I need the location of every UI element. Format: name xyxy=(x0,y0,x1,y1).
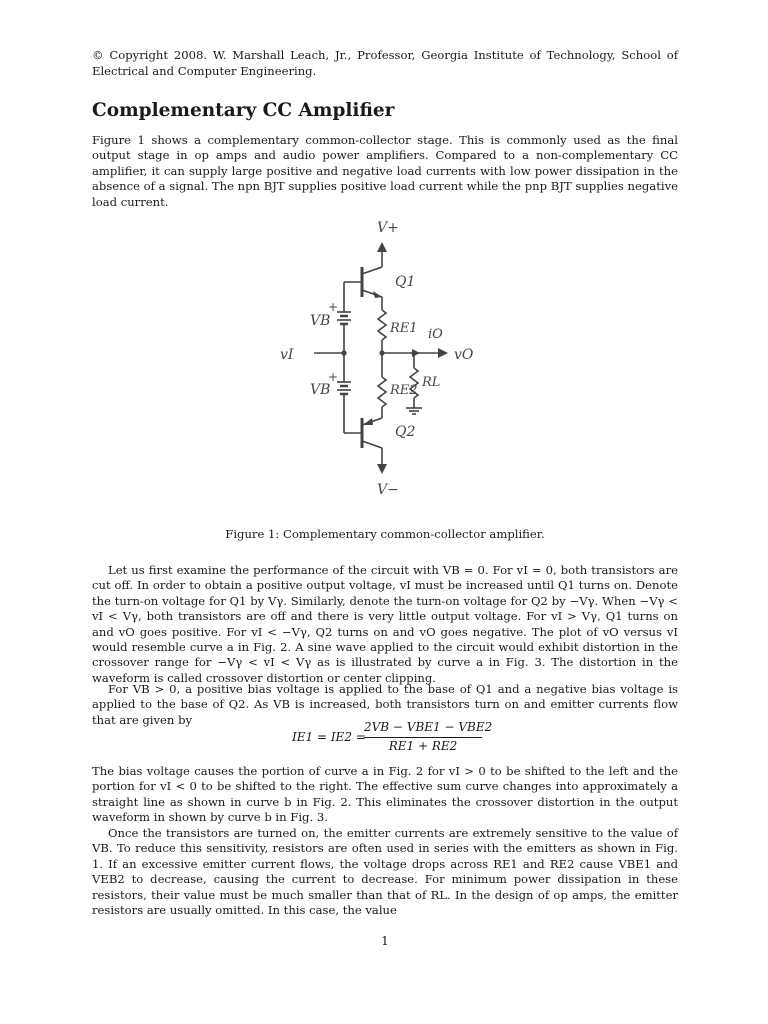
paragraph-bias: For VB > 0, a positive bias voltage is applied to the base of Q1 and a negative bias voltage is applied to the base of Q2. As VB is increased, both transistors turn on and emitter currents flow that are given by xyxy=(92,682,678,727)
paragraph-crossover: Let us first examine the performance of the circuit with VB = 0. For vI = 0, both transistors are cut off. In order to obtain a positive output voltage, vI must be increased until Q1 turns on. Denote the turn-on voltage for Q1 by Vγ. Similarly, denote the turn-on voltage for Q2 by −Vγ. When −Vγ < vI < Vγ, both transistors are off and there is very little output voltage. For vI > Vγ, Q1 turns on and vO goes positive. For vI < −Vγ, Q2 turns on and vO goes negative. The plot of vO versus vI would resemble curve a in Fig. 2. A sine wave applied to the circuit would exhibit distortion in the crossover range for −Vγ < vI < Vγ as is illustrated by curve a in Fig. 3. The distortion in the waveform is called crossover distortion or center clipping. xyxy=(92,563,678,685)
rl-label: RL xyxy=(422,375,441,390)
equation-lhs: IE1 = IE2 = xyxy=(292,730,366,744)
figure-caption: Figure 1: Complementary common-collector amplifier. xyxy=(225,527,545,541)
paragraph-bias-effect: The bias voltage causes the portion of curve a in Fig. 2 for vI > 0 to be shifted to the left and the portion for vI < 0 to be shifted to the right. The effective sum curve changes into approximately a straight line as shown in curve b in Fig. 2. This eliminates the crossover distortion in the output waveform in shown by curve b in Fig. 3. xyxy=(92,764,678,825)
circuit-diagram xyxy=(262,212,562,502)
paragraph-emitter-resistors: Once the transistors are turned on, the emitter currents are extremely sensitive to the value of VB. To reduce this sensitivity, resistors are often used in series with the emitters as shown in Fig. 1. If an excessive emitter current flows, the voltage drops across RE1 and RE2 cause VBE1 and VEB2 to decrease, causing the current to decrease. For minimum power dissipation in these resistors, their value must be much smaller than that of RL. In the design of op amps, the emitter resistors are usually omitted. In this case, the value xyxy=(92,826,678,918)
output-arrow xyxy=(438,348,448,358)
re2-resistor xyxy=(378,377,386,407)
vb-bottom-label: VB xyxy=(310,382,331,398)
vminus-label: V− xyxy=(377,482,399,498)
equation-numerator: 2VB − VBE1 − VBE2 xyxy=(364,720,493,734)
paragraph-intro: Figure 1 shows a complementary common-collector stage. This is commonly used as the final output stage in op amps and audio power amplifiers. Compared to a non-complementary CC amplifier, it can supply large positive and negative load currents with low power dissipation in the absence of a signal. The npn BJT supplies positive load current while the pnp BJT supplies negative load current. xyxy=(92,133,678,209)
re1-label: RE1 xyxy=(390,321,418,336)
io-label: iO xyxy=(428,327,443,342)
plus-bottom-label: + xyxy=(328,370,339,384)
re2-label: RE2 xyxy=(390,383,418,398)
vo-label: vO xyxy=(454,347,474,363)
plus-top-label: + xyxy=(328,300,339,314)
q1-label: Q1 xyxy=(395,274,416,290)
vi-label: vI xyxy=(280,347,294,363)
vb-top-label: VB xyxy=(310,313,331,329)
vplus-label: V+ xyxy=(377,220,399,236)
page-number: 1 xyxy=(381,934,389,948)
fraction-bar xyxy=(364,737,482,738)
emitter-current-equation xyxy=(292,720,492,754)
copyright-notice: © Copyright 2008. W. Marshall Leach, Jr., Professor, Georgia Institute of Technology, School of Electrical and Computer Engineering. xyxy=(92,48,678,78)
vplus-arrow xyxy=(377,242,387,252)
section-title: Complementary CC Amplifier xyxy=(92,100,395,121)
re1-resistor xyxy=(378,310,386,340)
equation-denominator: RE1 + RE2 xyxy=(388,739,458,753)
document-page xyxy=(92,0,678,1024)
q2-label: Q2 xyxy=(395,424,416,440)
vminus-arrow xyxy=(377,464,387,474)
